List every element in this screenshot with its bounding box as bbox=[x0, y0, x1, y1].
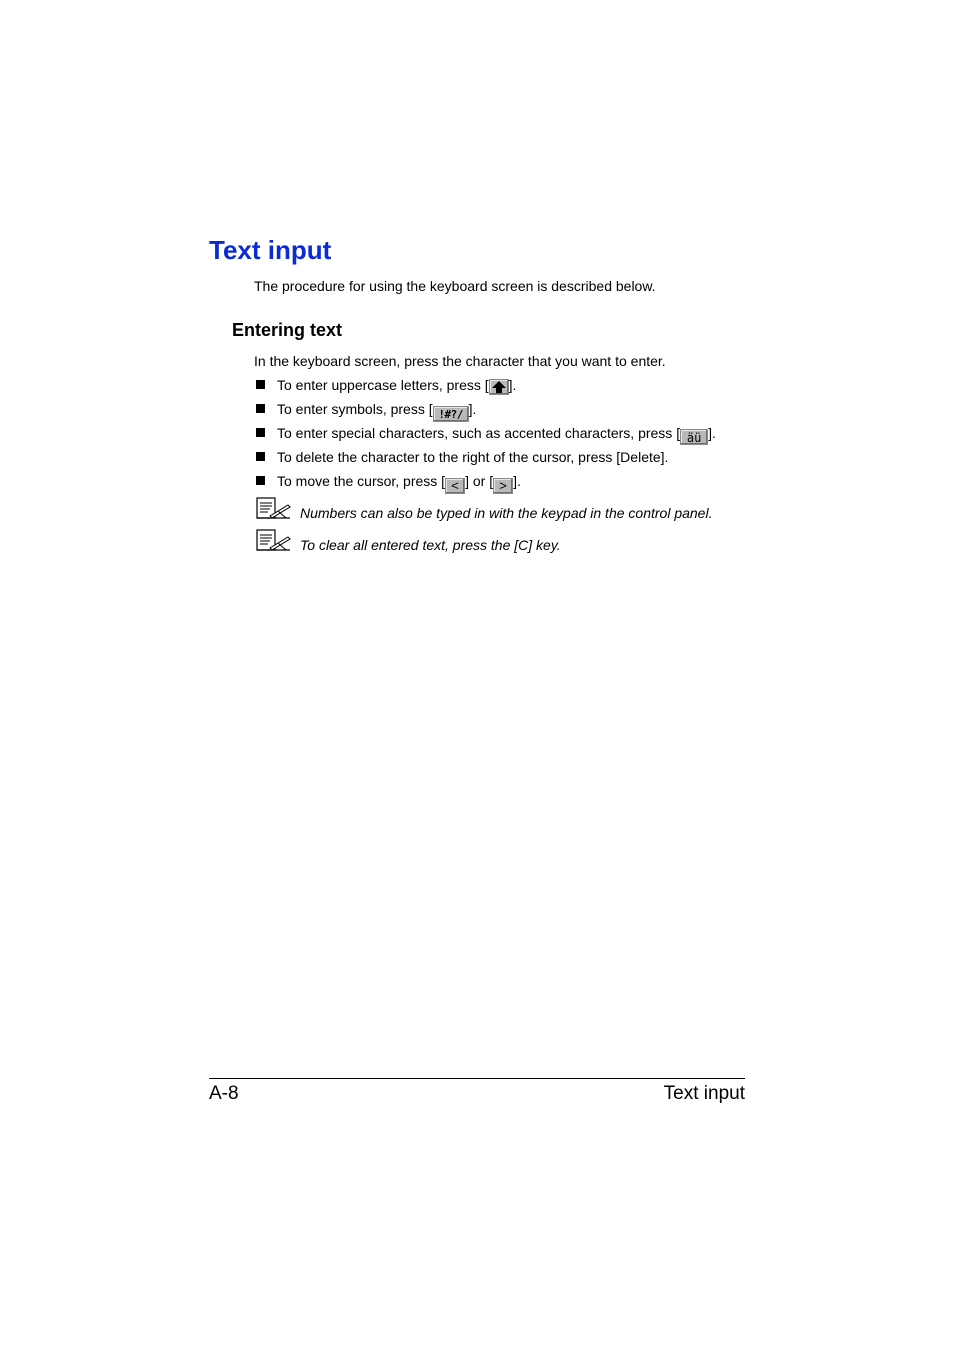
bullet-square-icon bbox=[256, 428, 265, 437]
bullet-list bbox=[254, 377, 716, 497]
footer-section-name: Text input bbox=[663, 1083, 745, 1104]
section-lead: In the keyboard screen, press the character that you want to enter. bbox=[254, 353, 666, 369]
bullet-square-icon bbox=[256, 476, 265, 485]
symbol-key-icon: !#?/ bbox=[433, 406, 469, 422]
bullet-square-icon bbox=[256, 404, 265, 413]
bullet-square-icon bbox=[256, 380, 265, 389]
list-item: To move the cursor, press [ < ] or [ > ]. bbox=[254, 473, 716, 497]
shift-key-icon bbox=[489, 379, 509, 395]
bullet-square-icon bbox=[256, 452, 265, 461]
list-item: To delete the character to the right of the cursor, press [Delete]. bbox=[254, 449, 716, 473]
cursor-right-key-icon: > bbox=[493, 478, 513, 494]
footer-divider bbox=[209, 1078, 745, 1079]
list-item: To enter symbols, press [ !#?/ ]. bbox=[254, 401, 716, 425]
cursor-left-key-icon: < bbox=[445, 478, 465, 494]
list-item: To enter uppercase letters, press [ ]. bbox=[254, 377, 716, 401]
accent-key-icon: äü bbox=[680, 429, 708, 445]
note-pencil-icon bbox=[256, 529, 292, 560]
intro-paragraph: The procedure for using the keyboard screen is described below. bbox=[254, 278, 656, 294]
note-pencil-icon bbox=[256, 497, 292, 528]
note-text: To clear all entered text, press the [C] key. bbox=[300, 537, 561, 553]
note-text: Numbers can also be typed in with the keypad in the control panel. bbox=[300, 505, 713, 521]
list-item: To enter special characters, such as accented characters, press [ äü ]. bbox=[254, 425, 716, 449]
page-number: A-8 bbox=[209, 1083, 239, 1104]
page-title: Text input bbox=[209, 235, 332, 265]
section-title: Entering text bbox=[232, 320, 343, 340]
